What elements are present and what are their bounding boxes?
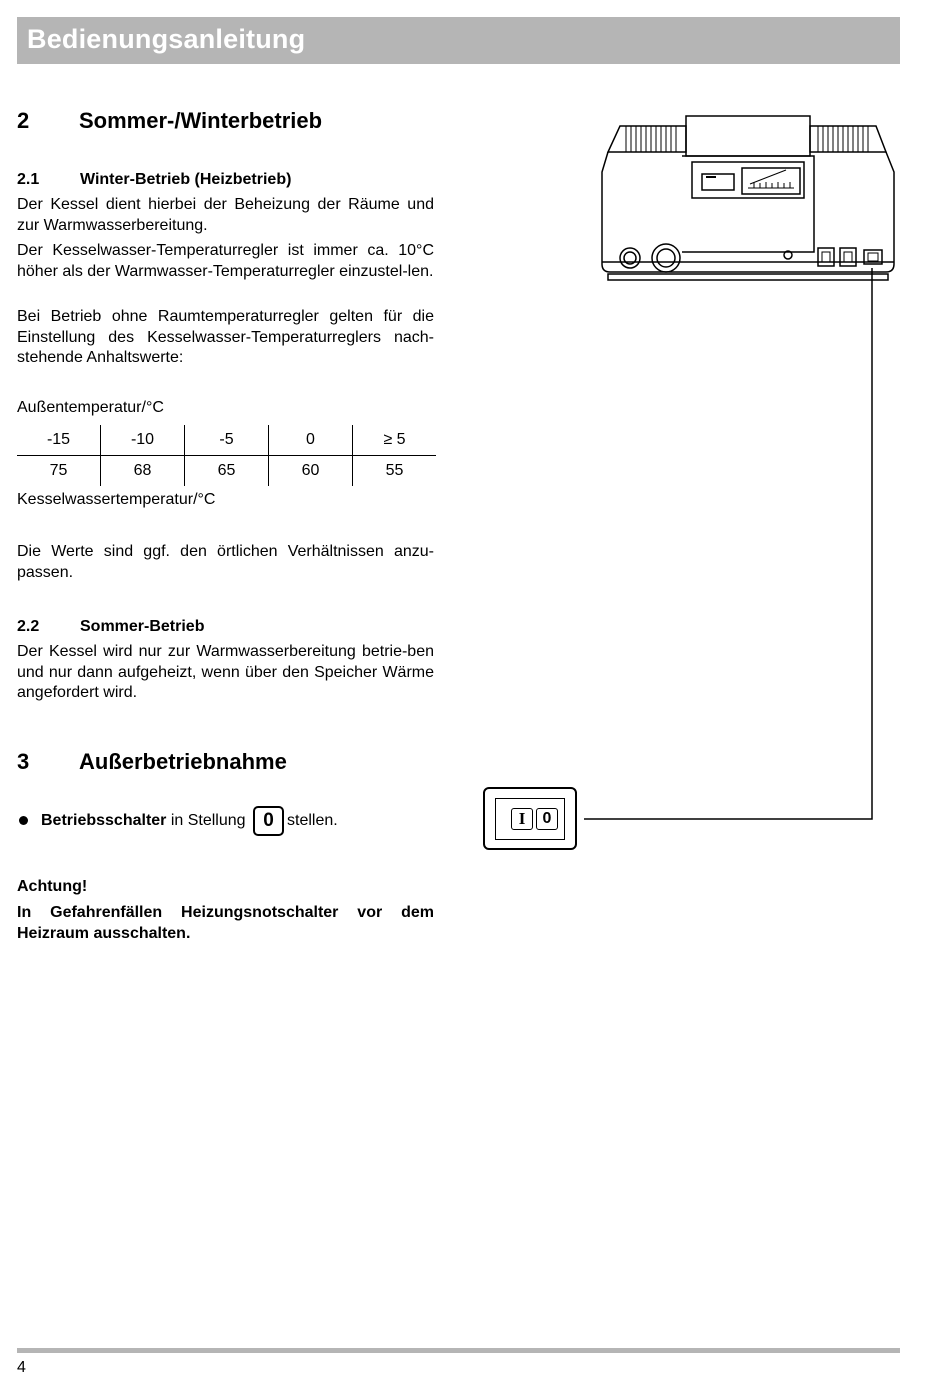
- table-row: [17, 425, 436, 456]
- table-row: [17, 456, 436, 487]
- bullet-icon: [19, 816, 28, 825]
- table-cell: 75: [49, 462, 68, 479]
- bullet-text: stellen.: [287, 812, 338, 830]
- table-cell: ≥ 5: [353, 425, 437, 456]
- section-3-heading: [17, 749, 287, 775]
- table-bottom-label: Kesselwassertemperatur/°C: [17, 491, 216, 508]
- leader-line: [580, 266, 880, 826]
- page-number: 4: [17, 1359, 26, 1376]
- section-title: Außerbetriebnahme: [79, 749, 287, 774]
- paragraph: Bei Betrieb ohne Raumtemperaturregler gelten für die Einstellung des Kesselwasser-Temperaturreglers nach-stehende Anhaltswerte:: [17, 308, 434, 366]
- table-cell: 68: [101, 456, 185, 487]
- switch-on-key: I: [511, 808, 533, 830]
- subsection-title: Sommer-Betrieb: [80, 618, 205, 635]
- table-cell: 55: [353, 456, 437, 487]
- temperature-table: [17, 425, 436, 486]
- section-title: Sommer-/Winterbetrieb: [79, 108, 323, 133]
- paragraph: Der Kesselwasser-Temperaturregler ist immer ca. 10°C höher als der Warmwasser-Temperaturregler einzustel-len.: [17, 242, 434, 280]
- subsection-2-1-heading: [17, 171, 291, 189]
- subsection-number: 2.2: [17, 618, 40, 635]
- section-2-heading: [17, 108, 322, 134]
- switch-detail: [483, 787, 577, 850]
- footer-bar: [17, 1348, 900, 1353]
- paragraph: Der Kessel wird nur zur Warmwasserbereitung betrie-ben und nur dann aufgeheizt, wenn über den Speicher Wärme angefordert wird.: [17, 643, 434, 701]
- bullet-text: in Stellung: [166, 812, 246, 830]
- section-number: 2: [17, 108, 30, 133]
- table-cell: 60: [269, 456, 353, 487]
- rocker-switch-frame: [495, 798, 565, 840]
- table-cell: 0: [269, 425, 353, 456]
- section-number: 3: [17, 749, 30, 774]
- warning-title: Achtung!: [17, 878, 88, 895]
- table-cell: -15: [17, 425, 101, 456]
- table-top-label: Außentemperatur/°C: [17, 399, 164, 416]
- note-paragraph: Die Werte sind ggf. den örtlichen Verhältnissen anzu-passen.: [17, 543, 434, 581]
- table-cell: -5: [185, 425, 269, 456]
- off-key-symbol: 0: [253, 806, 284, 836]
- bullet-item: [41, 806, 338, 836]
- document-title: Bedienungsanleitung: [27, 24, 306, 54]
- boiler-illustration: [598, 112, 898, 287]
- warning-text: In Gefahrenfällen Heizungsnotschalter vor dem Heizraum ausschalten.: [17, 904, 434, 942]
- switch-off-key: 0: [536, 808, 558, 830]
- subsection-title: Winter-Betrieb (Heizbetrieb): [80, 171, 292, 188]
- subsection-2-2-heading: [17, 618, 204, 636]
- paragraph: Der Kessel dient hierbei der Beheizung der Räume und zur Warmwasserbereitung.: [17, 196, 434, 234]
- table-cell: -10: [101, 425, 185, 456]
- subsection-number: 2.1: [17, 171, 40, 188]
- table-cell: 65: [185, 456, 269, 487]
- bold-term: Betriebsschalter: [41, 812, 167, 830]
- header-bar: [17, 17, 900, 64]
